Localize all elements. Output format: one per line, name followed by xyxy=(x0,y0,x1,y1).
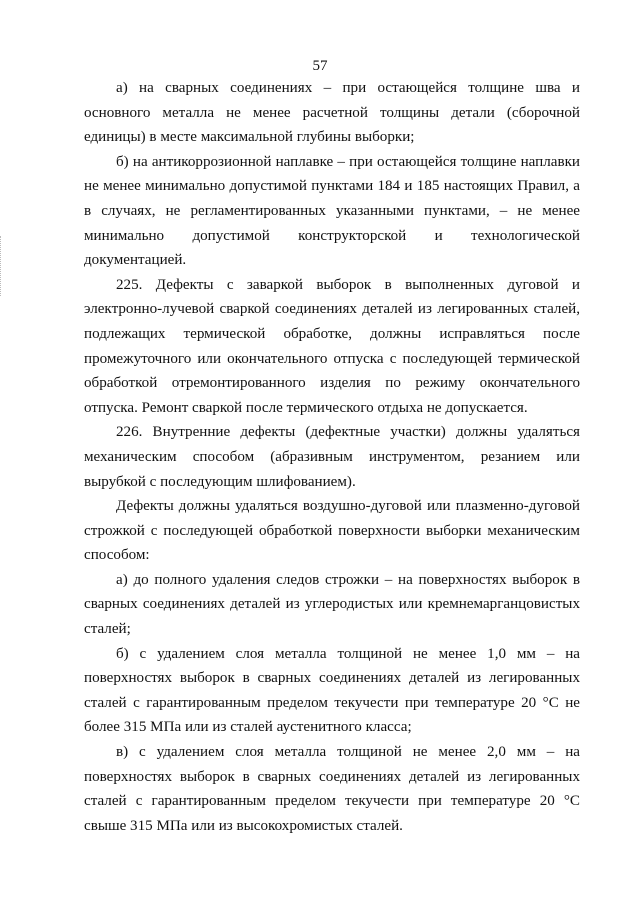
paragraph-a-welded-joints: а) на сварных соединениях – при остающейся толщине шва и основного металла не менее расчетной толщины детали (сборочной единицы) в месте максимальной глубины выборки; xyxy=(84,80,580,146)
page-number: 57 xyxy=(312,58,328,74)
paragraph-v-alloy-steels-above-315: в) с удалением слоя металла толщиной не менее 2,0 мм – на поверхностях выборок в сварных соединениях деталей из легированных сталей с гарантированным пределом текучести при температуре 20 °С свыше 315 МПа или из высокохромистых сталей. xyxy=(84,744,580,834)
paragraph-b-anticorrosion-cladding: б) на антикоррозионной наплавке – при остающейся толщине наплавки не менее минимально допустимой пунктами 184 и 185 настоящих Правил, а в случаях, не регламентированных указанными пунктами, – не менее минимально допустимой конструкторской и технологической документацией. xyxy=(84,153,580,269)
paragraph-a-carbon-steels: а) до полного удаления следов строжки – на поверхностях выборок в сварных соединениях деталей из углеродистых или кремнемарганцовистых сталей; xyxy=(84,571,580,638)
paragraph-gouging: Дефекты должны удаляться воздушно-дуговой или плазменно-дуговой строжкой с последующей обработкой поверхности выборки механическим способом: xyxy=(84,498,580,564)
scan-edge-mark xyxy=(0,236,3,296)
document-body xyxy=(84,76,580,838)
paragraph-226: 226. Внутренние дефекты (дефектные участки) должны удаляться механическим способом (абразивным инструментом, резанием или вырубкой с последующим шлифованием). xyxy=(84,424,580,490)
paragraph-225: 225. Дефекты с заваркой выборок в выполненных дуговой и электронно-лучевой сваркой соединениях деталей из легированных сталей, подлежащих термической обработке, должны исправляться после промежуточного или окончательного отпуска с последующей термической обработкой отремонтированного изделия по режиму окончательного отпуска. Ремонт сваркой после термического отдыха не допускается. xyxy=(84,276,580,416)
paragraph-b-alloy-steels-315: б) с удалением слоя металла толщиной не менее 1,0 мм – на поверхностях выборок в сварных соединениях деталей из легированных сталей с гарантированным пределом текучести при температуре 20 °С не более 315 МПа или из сталей аустенитного класса; xyxy=(84,645,580,736)
